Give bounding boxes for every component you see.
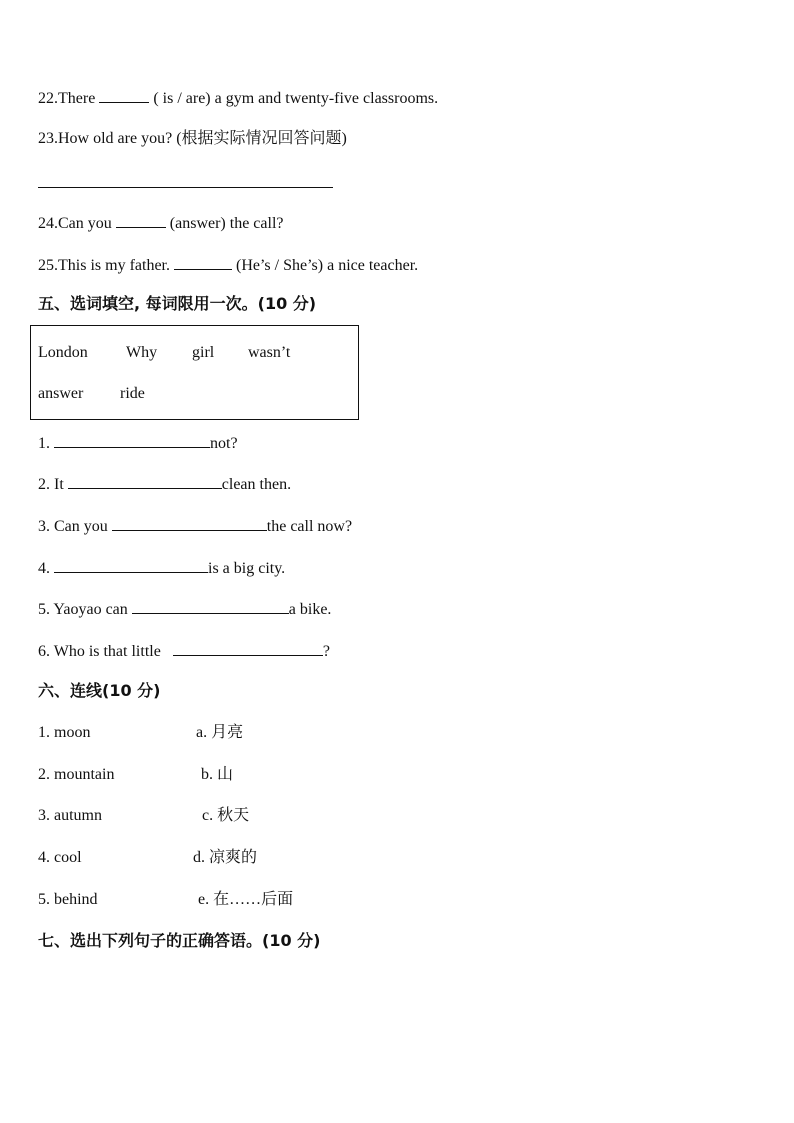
q24-blank[interactable] — [116, 212, 166, 228]
fill-item-number: 2. It — [38, 476, 64, 493]
fill-item-number: 5. Yaoyao can — [38, 601, 128, 618]
q23-answer-line[interactable] — [38, 187, 333, 188]
q23-text: 23.How old are you? (根据实际情况回答问题) — [38, 130, 347, 147]
match-right-item[interactable]: a. 月亮 — [196, 724, 244, 741]
fill-blank[interactable] — [173, 640, 323, 656]
fill-item-number: 6. Who is that little — [38, 643, 161, 660]
fill-item-text: not? — [210, 435, 238, 452]
question-24 — [38, 212, 284, 234]
word-bank-word: Why — [126, 344, 158, 361]
fill-item-2 — [38, 473, 291, 495]
match-right-item[interactable]: c. 秋天 — [202, 807, 250, 824]
fill-item-text: clean then. — [221, 476, 292, 493]
fill-blank[interactable] — [112, 515, 267, 531]
word-bank — [30, 325, 359, 420]
q25-blank[interactable] — [174, 254, 232, 270]
section5-heading: 五、选词填空, 每词限用一次。(10 分) — [38, 294, 317, 313]
fill-item-text: ? — [322, 643, 330, 660]
match-right-item[interactable]: d. 凉爽的 — [193, 849, 258, 866]
fill-item-5 — [38, 598, 331, 620]
fill-item-number: 1. — [38, 435, 50, 452]
match-left-item[interactable]: 5. behind — [38, 891, 98, 908]
fill-item-1 — [38, 432, 238, 454]
q24-text-after: (answer) the call? — [169, 215, 284, 232]
q22-blank[interactable] — [99, 87, 149, 103]
word-bank-word: answer — [38, 385, 84, 402]
fill-item-6 — [38, 640, 330, 662]
section7-heading: 七、选出下列句子的正确答语。(10 分) — [38, 931, 321, 950]
question-23 — [38, 129, 347, 149]
q22-text-after: ( is / are) a gym and twenty-five classrooms. — [153, 90, 439, 107]
match-right-item[interactable]: b. 山 — [201, 766, 234, 783]
match-left-item[interactable]: 3. autumn — [38, 807, 102, 824]
fill-blank[interactable] — [132, 598, 289, 614]
word-bank-word: wasn’t — [248, 344, 291, 361]
fill-blank[interactable] — [54, 557, 208, 573]
fill-item-number: 4. — [38, 560, 50, 577]
q22-text-before: 22.There — [38, 90, 96, 107]
match-left-item[interactable]: 1. moon — [38, 724, 91, 741]
question-22 — [38, 87, 438, 109]
match-right-item[interactable]: e. 在……后面 — [198, 891, 294, 908]
fill-item-text: is a big city. — [208, 560, 286, 577]
word-bank-word: girl — [192, 344, 215, 361]
fill-blank[interactable] — [54, 432, 210, 448]
fill-blank[interactable] — [68, 473, 222, 489]
fill-item-3 — [38, 515, 352, 537]
fill-item-4 — [38, 557, 285, 579]
q25-text-after: (He’s / She’s) a nice teacher. — [235, 257, 419, 274]
fill-item-text: the call now? — [266, 518, 353, 535]
match-left-item[interactable]: 2. mountain — [38, 766, 115, 783]
word-bank-word: ride — [120, 385, 145, 402]
question-25 — [38, 254, 418, 276]
q24-text-before: 24.Can you — [38, 215, 112, 232]
fill-item-text: a bike. — [288, 601, 332, 618]
fill-item-number: 3. Can you — [38, 518, 108, 535]
word-bank-word: London — [38, 344, 88, 361]
section6-heading: 六、连线(10 分) — [38, 681, 161, 700]
q25-text-before: 25.This is my father. — [38, 257, 170, 274]
match-left-item[interactable]: 4. cool — [38, 849, 82, 866]
